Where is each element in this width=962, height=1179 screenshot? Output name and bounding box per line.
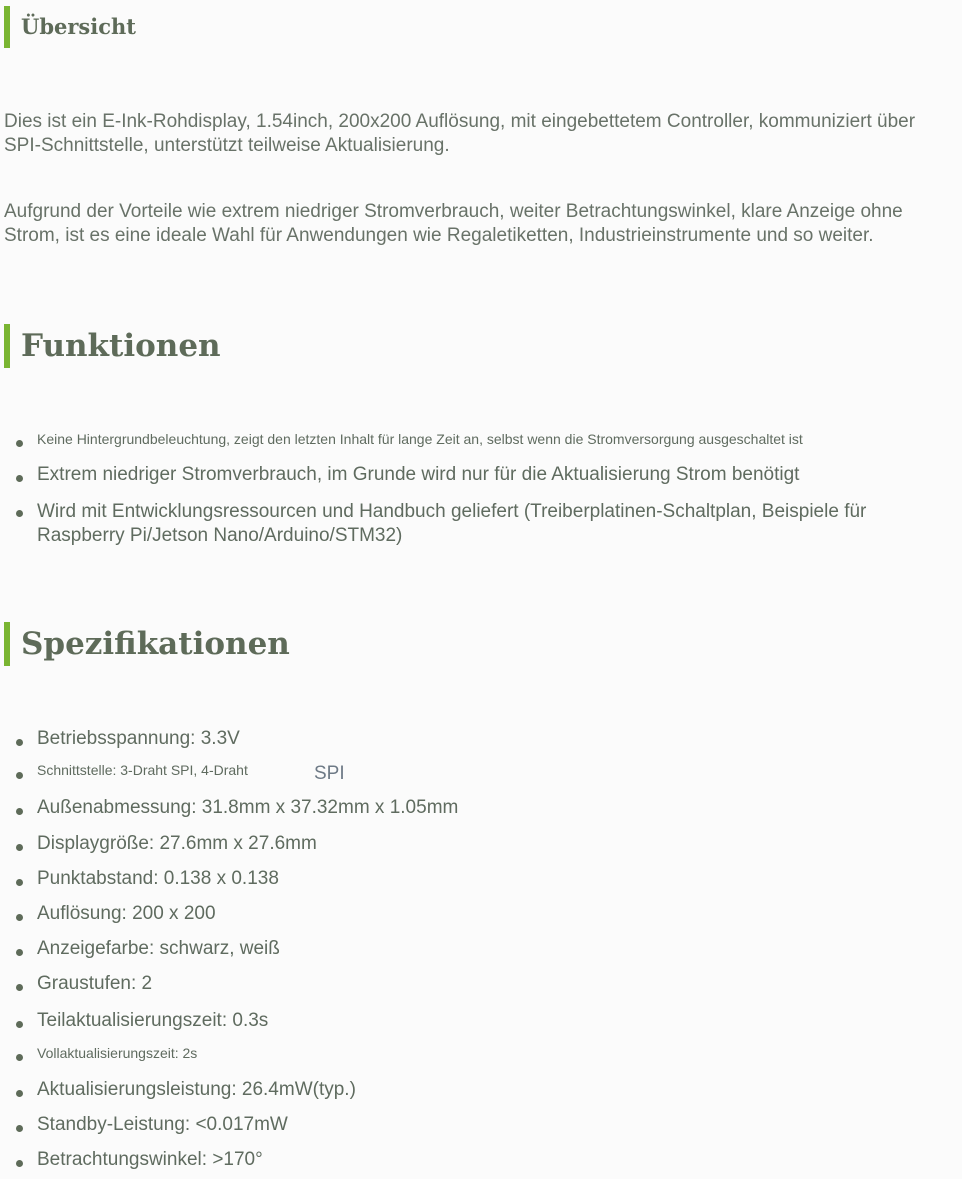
bullet-icon xyxy=(16,510,23,517)
bullet-icon xyxy=(16,1125,23,1132)
spec-text: Standby-Leistung: <0.017mW xyxy=(37,1114,288,1135)
spec-text: Aktualisierungsleistung: 26.4mW(typ.) xyxy=(37,1079,356,1100)
bullet-icon xyxy=(16,772,23,779)
bullet-icon xyxy=(16,914,23,921)
spec-text: Punktabstand: 0.138 x 0.138 xyxy=(37,868,279,889)
overview-paragraph-2: Aufgrund der Vorteile wie extrem niedriger Stromverbrauch, weiter Betrachtungswinkel, klare Anzeige ohne Strom, ist es eine ideale Wahl für Anwendungen wie Regaletiketten, Industrieinstrumente und so weiter. xyxy=(4,201,903,246)
bullet-icon xyxy=(16,808,23,815)
spec-text: Displaygröße: 27.6mm x 27.6mm xyxy=(37,833,317,854)
bullet-icon xyxy=(16,440,23,447)
bullet-icon xyxy=(16,984,23,991)
feature-text: Wird mit Entwicklungsressourcen und Handbuch geliefert (Treiberplatinen-Schaltplan, Beispiele für Raspberry Pi/Jetson Nano/Arduino/STM32) xyxy=(37,501,867,546)
bullet-icon xyxy=(16,879,23,886)
bullet-icon xyxy=(16,844,23,851)
bullet-icon xyxy=(16,1021,23,1028)
spec-text: Graustufen: 2 xyxy=(37,973,153,994)
spec-text: Betriebsspannung: 3.3V xyxy=(37,728,240,749)
overview-paragraph-1: Dies ist ein E-Ink-Rohdisplay, 1.54inch, 200x200 Auflösung, mit eingebettetem Controller, kommuniziert über SPI-Schnittstelle, unterstützt teilweise Aktualisierung. xyxy=(4,111,916,156)
bullet-icon xyxy=(16,1160,23,1167)
bullet-icon xyxy=(16,475,23,482)
spec-text: Betrachtungswinkel: >170° xyxy=(37,1149,263,1170)
features-heading: Funktionen xyxy=(4,324,221,368)
spec-text: Anzeigefarbe: schwarz, weiß xyxy=(37,938,280,959)
spec-text-suffix: SPI xyxy=(314,763,345,784)
spec-text: Vollaktualisierungszeit: 2s xyxy=(37,1045,198,1061)
spec-text: Schnittstelle: 3-Draht SPI, 4-Draht xyxy=(37,762,248,778)
bullet-icon xyxy=(16,739,23,746)
bullet-icon xyxy=(16,949,23,956)
bullet-icon xyxy=(16,1054,23,1061)
spec-text: Außenabmessung: 31.8mm x 37.32mm x 1.05mm xyxy=(37,797,459,818)
specs-heading: Spezifikationen xyxy=(4,622,290,666)
feature-text: Keine Hintergrundbeleuchtung, zeigt den letzten Inhalt für lange Zeit an, selbst wenn die Stromversorgung ausgeschaltet ist xyxy=(37,431,803,447)
feature-text: Extrem niedriger Stromverbrauch, im Grunde wird nur für die Aktualisierung Strom benötigt xyxy=(37,464,800,485)
overview-heading: Übersicht xyxy=(4,6,136,48)
spec-text: Teilaktualisierungszeit: 0.3s xyxy=(37,1010,269,1031)
bullet-icon xyxy=(16,1090,23,1097)
spec-text: Auflösung: 200 x 200 xyxy=(37,903,216,924)
